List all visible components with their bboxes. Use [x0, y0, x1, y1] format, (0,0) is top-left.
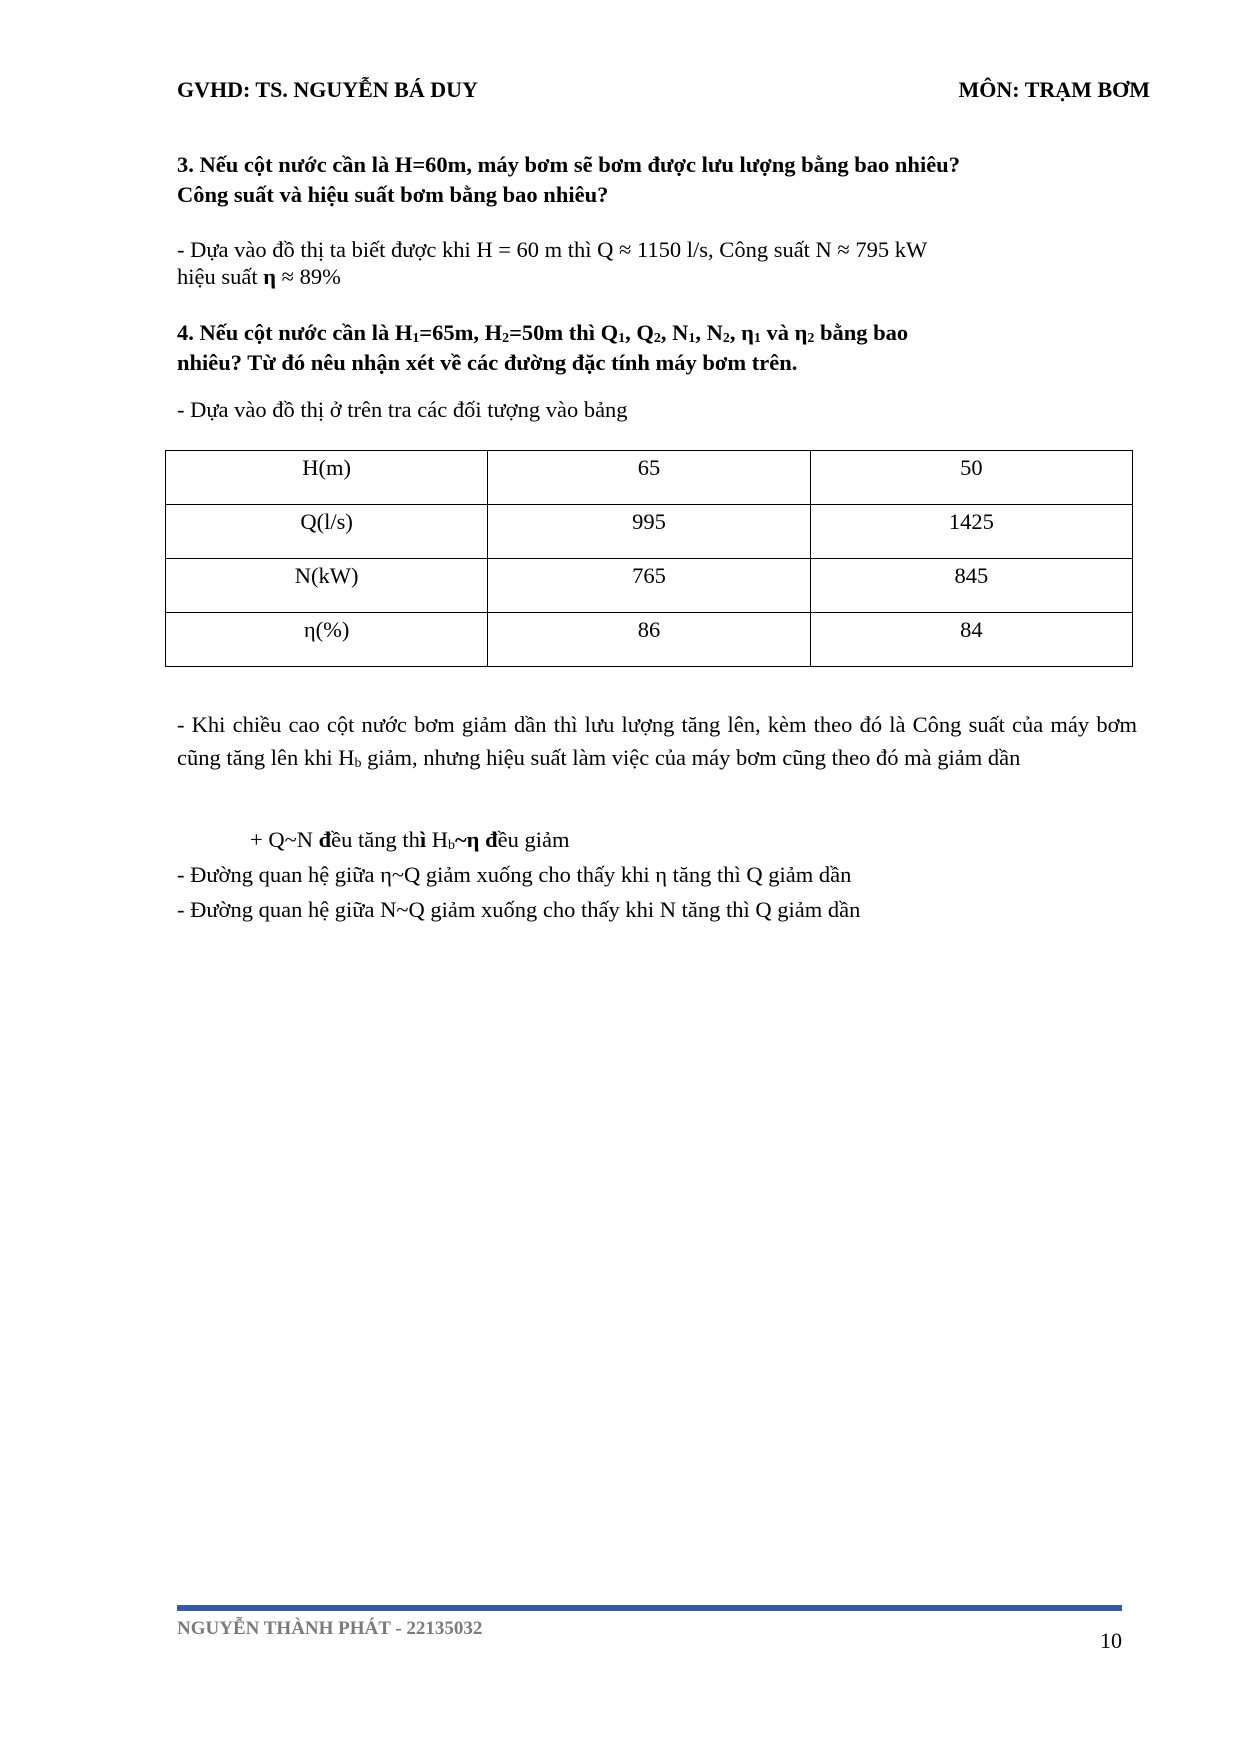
table-row	[166, 613, 1133, 667]
table-cell: 1425	[810, 505, 1132, 559]
bullet-text: ều tăng th	[331, 827, 420, 852]
answer-3-line2	[177, 263, 1137, 290]
q4-text: =65m, H	[419, 320, 503, 345]
remark-eta-q: - Đường quan hệ giữa η~Q giảm xuống cho thấy khi η tăng thì Q giảm dần	[177, 862, 852, 887]
remarks-text: giảm, nhưng hiệu suất làm việc của máy bơm cũng theo đó mà giảm dần	[361, 745, 1021, 770]
remarks-text: - Khi chiều cao cột nước bơm giảm dần thì lưu lượng tăng lên, kèm theo đó là Công suất của máy bơm cũng tăng lên khi H	[177, 712, 1137, 770]
q4-text: , N	[695, 320, 723, 345]
remarks-paragraph	[177, 708, 1137, 774]
q4-text: =50m thì Q	[509, 320, 619, 345]
bullet-text: H	[426, 827, 449, 852]
subscript: 1	[753, 331, 761, 346]
table-cell-label: N(kW)	[166, 559, 488, 613]
subscript: 2	[722, 331, 730, 346]
q4-text: , η	[729, 320, 754, 345]
table-cell: 65	[488, 451, 810, 505]
question-3	[177, 150, 1137, 210]
remarks-bullet	[250, 826, 1050, 853]
table-row	[166, 451, 1133, 505]
bullet-text: + Q~N	[250, 827, 319, 852]
q4-text: , Q	[625, 320, 654, 345]
question-3-line1: 3. Nếu cột nước cần là H=60m, máy bơm sẽ bơm được lưu lượng bằng bao nhiêu?	[177, 152, 960, 177]
answer-3	[177, 236, 1137, 290]
answer-3-line1: - Dựa vào đồ thị ta biết được khi H = 60 m thì Q ≈ 1150 l/s, Công suất N ≈ 795 kW	[177, 237, 928, 262]
subscript: 1	[688, 331, 696, 346]
header-subject: MÔN: TRẠM BƠM	[958, 77, 1150, 102]
table-row	[166, 505, 1133, 559]
subscript: b	[448, 838, 455, 853]
question-3-line2: Công suất và hiệu suất bơm bằng bao nhiêu?	[177, 182, 609, 207]
table-cell-label: H(m)	[166, 451, 488, 505]
subscript: 2	[807, 331, 815, 346]
bullet-text: đ	[479, 827, 498, 852]
question-4-line1	[177, 318, 1137, 348]
q4-text: và η	[760, 320, 808, 345]
footer-divider	[177, 1605, 1122, 1611]
subscript: 2	[502, 331, 510, 346]
table-cell: 765	[488, 559, 810, 613]
results-table	[165, 450, 1133, 667]
bullet-text: ều giảm	[497, 827, 570, 852]
table-cell: 86	[488, 613, 810, 667]
table-cell-label: η(%)	[166, 613, 488, 667]
bullet-text: ~η	[454, 827, 480, 852]
table-cell: 84	[810, 613, 1132, 667]
question-4-line2: nhiêu? Từ đó nêu nhận xét về các đường đặc tính máy bơm trên.	[177, 350, 798, 375]
footer-author: NGUYỄN THÀNH PHÁT - 22135032	[177, 1618, 483, 1639]
table-cell: 845	[810, 559, 1132, 613]
eta-symbol: η	[263, 264, 277, 289]
question-4	[177, 318, 1137, 378]
table-cell: 50	[810, 451, 1132, 505]
subscript: b	[354, 756, 362, 771]
table-row	[166, 559, 1133, 613]
subscript: 1	[412, 331, 420, 346]
header-instructor: GVHD: TS. NGUYỄN BÁ DUY	[177, 77, 478, 102]
table-intro: - Dựa vào đồ thị ở trên tra các đối tượng vào bảng	[177, 397, 628, 422]
answer-3-prefix: hiệu suất	[177, 264, 264, 289]
q4-text: , N	[660, 320, 689, 345]
q4-text: bằng bao	[814, 320, 909, 345]
bullet-text: ì	[419, 827, 427, 852]
page-number: 10	[1100, 1628, 1122, 1653]
answer-3-suffix: ≈ 89%	[276, 264, 341, 289]
table-cell-label: Q(l/s)	[166, 505, 488, 559]
subscript: 2	[653, 331, 661, 346]
q4-text: 4. Nếu cột nước cần là H	[177, 320, 413, 345]
remark-n-q: - Đường quan hệ giữa N~Q giảm xuống cho thấy khi N tăng thì Q giảm dần	[177, 897, 861, 922]
subscript: 1	[618, 331, 626, 346]
bullet-text: đ	[318, 827, 332, 852]
table-cell: 995	[488, 505, 810, 559]
